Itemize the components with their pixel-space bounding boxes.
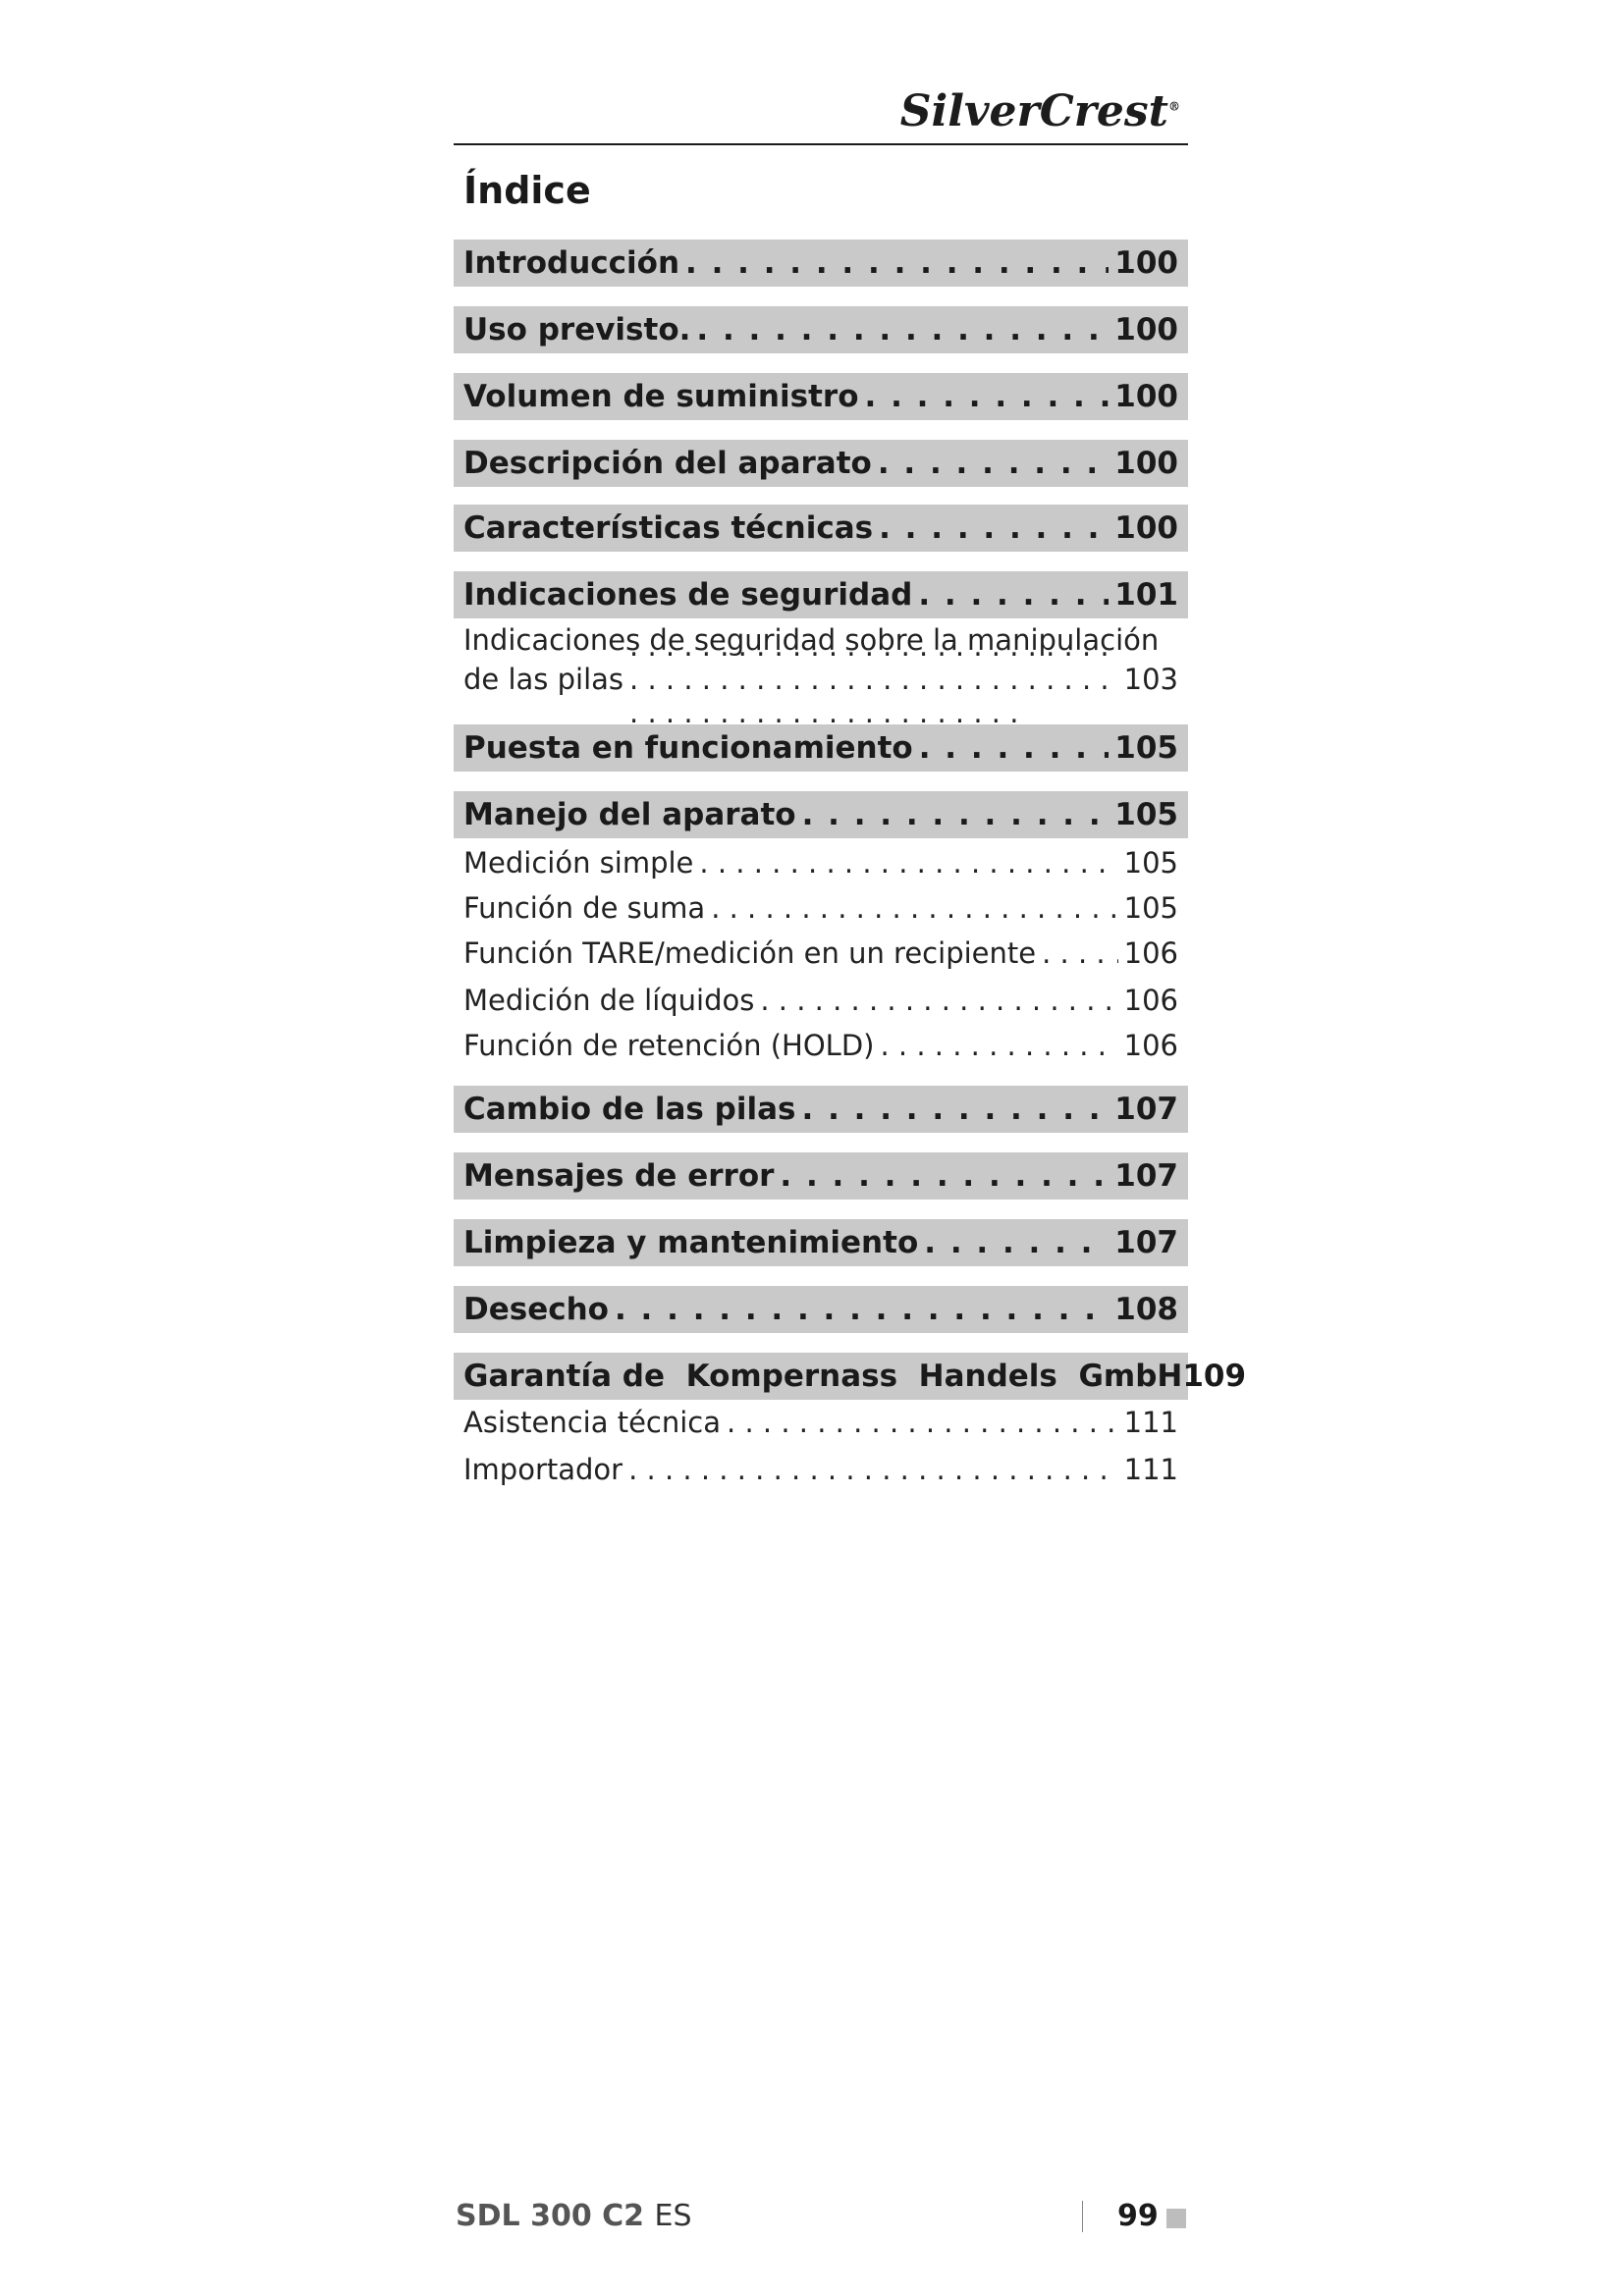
toc-entry-descripcion-del-aparato[interactable]: Descripción del aparato . . . 100 bbox=[454, 440, 1188, 487]
silvercrest-logo: SilverCrest® bbox=[899, 86, 1180, 136]
toc-subentry-line: de las pilas . . . 103 bbox=[454, 660, 1188, 699]
toc-subentry-funcion-de-suma[interactable]: Función de suma . . . 105 bbox=[454, 885, 1188, 931]
page-number: 99 bbox=[1117, 2199, 1159, 2233]
toc-entry-mensajes-de-error[interactable]: Mensajes de error . . . 107 bbox=[454, 1152, 1188, 1200]
toc-entry-manejo-del-aparato[interactable]: Manejo del aparato . . . 105 bbox=[454, 791, 1188, 838]
toc-subentry-pilas[interactable] bbox=[454, 620, 1188, 699]
header bbox=[454, 82, 1188, 145]
model-label: SDL 300 C2 ES bbox=[456, 2199, 692, 2233]
toc-entry-introduccion[interactable]: Introducción . . . 100 bbox=[454, 240, 1188, 287]
toc-entry-desecho[interactable]: Desecho . . . 108 bbox=[454, 1286, 1188, 1333]
toc-entry-caracteristicas-tecnicas[interactable]: Características técnicas . . . 100 bbox=[454, 505, 1188, 552]
toc-entry-garantia[interactable]: Garantía de Kompernass Handels GmbH 109 bbox=[454, 1353, 1188, 1400]
toc-entry-volumen-de-suministro[interactable]: Volumen de suministro . . . 100 bbox=[454, 373, 1188, 420]
toc-entry-limpieza-y-mantenimiento[interactable]: Limpieza y mantenimiento . . . 107 bbox=[454, 1219, 1188, 1266]
toc-entry-puesta-en-funcionamiento[interactable]: Puesta en funcionamiento . . . 105 bbox=[454, 724, 1188, 772]
footer-divider bbox=[1082, 2201, 1083, 2232]
page-title: Índice bbox=[463, 169, 591, 212]
toc-subentry-medicion-de-liquidos[interactable]: Medición de líquidos . . . 106 bbox=[454, 978, 1188, 1023]
toc-entry-indicaciones-de-seguridad[interactable]: Indicaciones de seguridad . . . 101 bbox=[454, 571, 1188, 618]
header-rule bbox=[454, 143, 1188, 145]
toc-subentry-importador[interactable]: Importador . . . 111 bbox=[454, 1447, 1188, 1492]
page-marker-square bbox=[1166, 2209, 1186, 2228]
toc-entry-uso-previsto[interactable]: Uso previsto. . . . 100 bbox=[454, 306, 1188, 353]
footer bbox=[454, 2199, 1188, 2238]
toc-subentry-funcion-de-retencion[interactable]: Función de retención (HOLD) . . . 106 bbox=[454, 1023, 1188, 1068]
toc-entry-cambio-de-las-pilas[interactable]: Cambio de las pilas . . . 107 bbox=[454, 1086, 1188, 1133]
toc-subentry-medicion-simple[interactable]: Medición simple . . . 105 bbox=[454, 840, 1188, 885]
toc-subentry-funcion-tare[interactable]: Función TARE/medición en un recipiente . . . 106 bbox=[454, 931, 1188, 976]
toc-subentry-asistencia-tecnica[interactable]: Asistencia técnica . . . 111 bbox=[454, 1400, 1188, 1445]
toc-subentry-line: Indicaciones de seguridad sobre la manipulación bbox=[463, 623, 1160, 657]
